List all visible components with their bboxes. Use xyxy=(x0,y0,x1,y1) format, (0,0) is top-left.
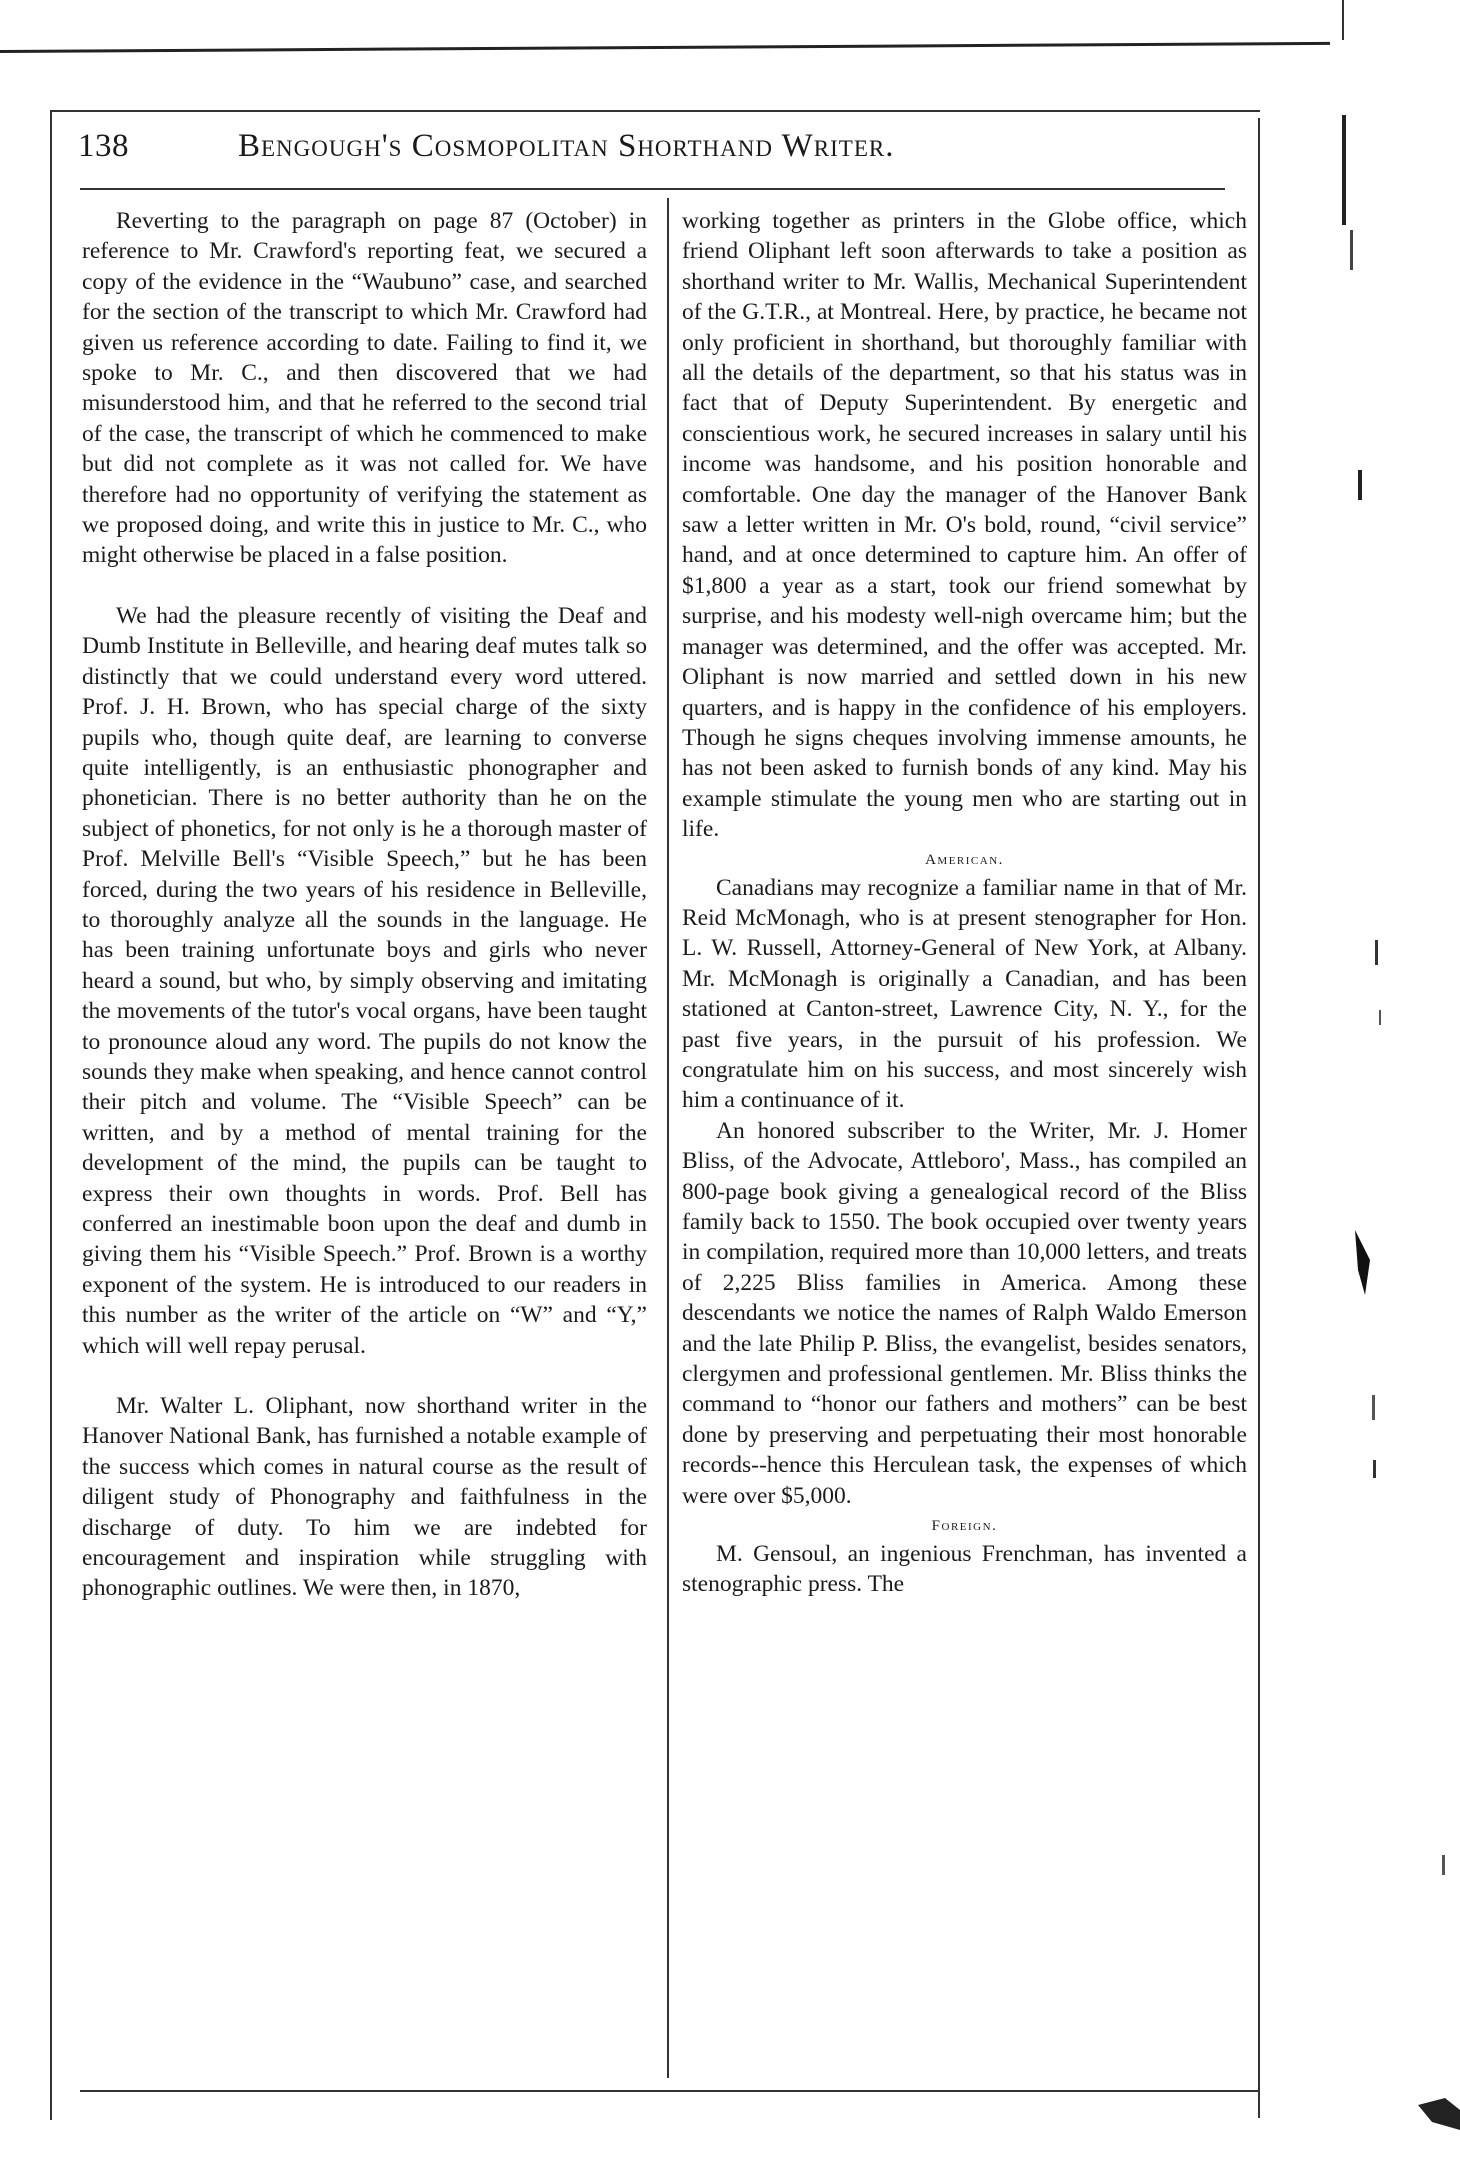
paragraph-bliss: An honored subscriber to the Writer, Mr. J. Homer Bliss, of the Advocate, Attleboro', Mass., has compiled an 800-page book giving a genealogical record of the Bliss family back to 1550. The book occupied over twenty years in compilation, required more than 10,000 letters, and treats of 2,225 Bliss families in America. Among these descendants we notice the names of Ralph Waldo Emerson and the late Philip P. Bliss, the evangelist, besides senators, clergymen and professional gentlemen. Mr. Bliss thinks the command to “honor our fathers and mothers” can be best done by preserving and perpetuating their most honorable records--hence this Herculean task, the expenses of which were over $5,000. xyxy=(682,1117,1247,1509)
paragraph-deaf-institute: We had the pleasure recently of visiting the Deaf and Dumb Institute in Belleville, and hearing deaf mutes talk so distinctly that we could understand every word uttered. Prof. J. H. Brown, who has special charge of the sixty pupils who, though quite deaf, are learning to converse quite intelligently, is an enthusiastic phonographer and phonetician. There is no better authority than he on the subject of phonetics, for not only is he a thorough master of Prof. Melville Bell's “Visible Speech,” but he has been forced, during the two years of his residence in Belleville, to thoroughly analyze all the sounds in the language. He has been training unfortunate boys and girls who never heard a sound, but who, by simply observing and imitating the movements of the tutor's vocal organs, have been taught to pronounce aloud any word. The pupils do not know the sounds they make when speaking, and hence cannot control their pitch and volume. The “Visible Speech” can be written, and by a method of mental training for the development of the mind, the pupils can be taught to express their own thoughts in words. Prof. Bell has conferred an inestimable boon upon the deaf and dumb in giving them his “Visible Speech.” Prof. Brown is a worthy exponent of the system. He is introduced to our readers in this number as the writer of the article on “W” and “Y,” which will well repay perusal. xyxy=(82,602,647,1359)
paragraph-oliphant: Mr. Walter L. Oliphant, now shorthand writer in the Hanover National Bank, has furnished a notable example of the success which comes in natural course as the result of diligent study of Phonography and faithfulness in the discharge of duty. To him we are indebted for encouragement and inspiration while struggling with phonographic outlines. We were then, in 1870, xyxy=(82,1393,647,1602)
right-column xyxy=(682,206,1247,1600)
page-frame-bottom xyxy=(80,2090,1260,2092)
paragraph-gensoul: M. Gensoul, an ingenious Frenchman, has invented a stenographic press. The xyxy=(682,1541,1247,1598)
paragraph-crawford: Reverting to the paragraph on page 87 (October) in reference to Mr. Crawford's reporting feat, we secured a copy of the evidence in the “Waubuno” case, and searched for the section of the transcript to which Mr. Crawford had given us reference according to date. Failing to find it, we spoke to Mr. C., and then discovered that we had misunderstood him, and that he referred to the second trial of the case, the transcript of which he commenced to make but did not complete as it was not called for. We have therefore had no opportunity of verifying the statement as we proposed doing, and write this in justice to Mr. C., who might otherwise be placed in a false position. xyxy=(82,208,647,569)
margin-scan-marks xyxy=(1320,0,1460,2158)
running-title: Bengough's Cosmopolitan Shorthand Writer. xyxy=(238,128,895,164)
page-frame-top xyxy=(50,110,1260,112)
top-border-rule xyxy=(0,42,1330,53)
section-heading-american: American. xyxy=(925,851,1004,868)
page-header xyxy=(78,128,1228,180)
page-frame-right xyxy=(1258,118,1260,2118)
page-frame-left xyxy=(50,110,52,2120)
page-number: 138 xyxy=(78,128,129,164)
paragraph-oliphant-continued: working together as printers in the Globe office, which friend Oliphant left soon afterwards to take a position as shorthand writer to Mr. Wallis, Mechanical Superintendent of the G.T.R., at Montreal. Here, by practice, he became not only proficient in shorthand, but thoroughly familiar with all the details of the department, so that his status was in fact that of Deputy Superintendent. By energetic and conscientious work, he secured increases in salary until his income was handsome, and his position honorable and comfortable. One day the manager of the Hanover Bank saw a letter written in Mr. O's bold, round, “civil service” hand, and at once determined to capture him. An offer of $1,800 a year as a start, took our friend somewhat by surprise, and his modesty well-nigh overcame him; but the manager was determined, and the offer was accepted. Mr. Oliphant is now married and settled down in his new quarters, and is happy in the confidence of his employers. Though he signs cheques involving immense amounts, he has not been asked to furnish bonds of any kind. May his example stimulate the young men who are starting out in life. xyxy=(682,208,1247,843)
paragraph-mcmonagh: Canadians may recognize a familiar name in that of Mr. Reid McMonagh, who is at present stenographer for Hon. L. W. Russell, Attorney-General of New York, at Albany. Mr. McMonagh is originally a Canadian, and has been stationed at Canton-street, Lawrence City, N. Y., for the past five years, in the pursuit of his profession. We congratulate him on his success, and most sincerely wish him a continuance of it. xyxy=(682,874,1247,1114)
header-rule xyxy=(80,188,1225,190)
left-column xyxy=(82,206,647,1604)
section-heading-foreign: Foreign. xyxy=(931,1518,998,1535)
column-divider xyxy=(667,198,669,2078)
